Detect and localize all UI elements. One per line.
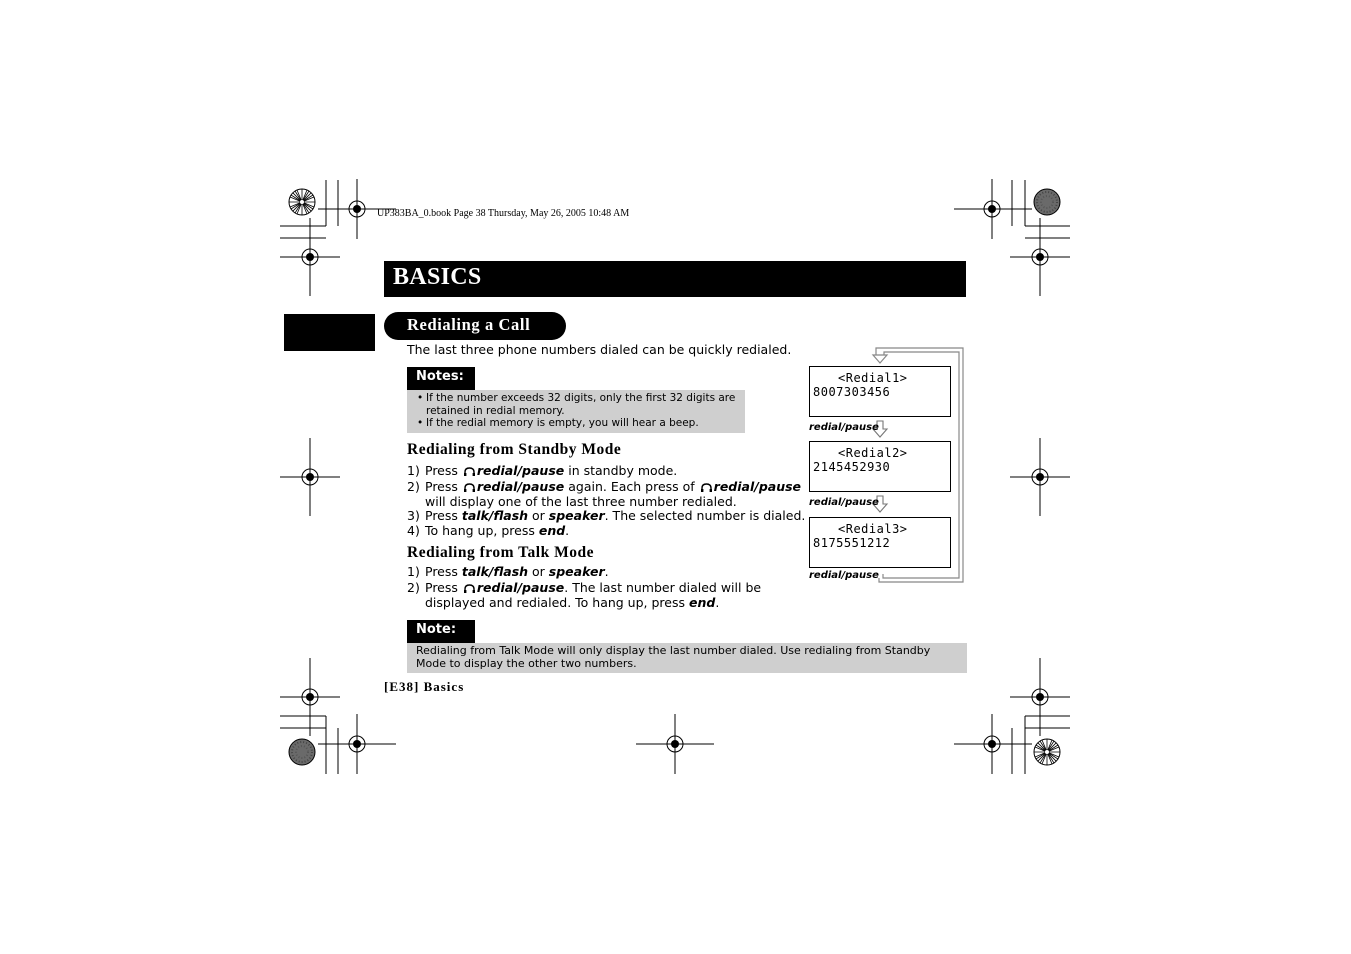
file-header: UP383BA_0.book Page 38 Thursday, May 26, 2005 10:48 AM	[377, 208, 630, 219]
step-text: Press	[425, 580, 462, 595]
step-text: Press	[425, 508, 462, 523]
step-text: Press	[425, 564, 462, 579]
step-text: again. Each press of	[564, 479, 699, 494]
step-number: 3)	[407, 508, 420, 523]
step-number: 2)	[407, 580, 420, 595]
step-text: Press	[425, 463, 462, 478]
key-name: redial/pause	[476, 580, 565, 595]
key-name: end	[688, 595, 716, 610]
notes-label: Notes:	[407, 367, 475, 390]
note-box: Redialing from Talk Mode will only display the last number dialed. Use redialing from Standby Mode to display the other two numbers.	[407, 643, 967, 673]
lcd-title: <Redial2>	[838, 446, 908, 460]
key-name: talk/flash	[461, 564, 529, 579]
redial-pause-label: redial/pause	[809, 570, 879, 581]
standby-mode-title: Redialing from Standby Mode	[407, 441, 622, 458]
step-number: 4)	[407, 523, 420, 538]
key-name: talk/flash	[461, 508, 529, 523]
topic-title: Redialing a Call	[407, 315, 531, 334]
note-item-line: retained in redial memory.	[426, 404, 565, 417]
talk-mode-title: Redialing from Talk Mode	[407, 544, 594, 561]
step-text: in standby mode.	[564, 463, 678, 478]
key-name: speaker	[548, 564, 605, 579]
step-text: .	[604, 564, 609, 579]
lcd-title: <Redial3>	[838, 522, 908, 536]
lcd-display	[809, 517, 951, 568]
note-label: Note:	[407, 620, 475, 643]
lcd-number: 8007303456	[813, 385, 891, 399]
step-number: 1)	[407, 463, 420, 478]
step-text: To hang up, press	[425, 523, 539, 538]
key-name: end	[538, 523, 566, 538]
step-number: 1)	[407, 564, 420, 579]
lcd-title: <Redial1>	[838, 371, 908, 385]
step-text: Press	[425, 479, 462, 494]
key-name: redial/pause	[476, 463, 565, 478]
step-text: . The last number dialed will be	[564, 580, 762, 595]
key-name: speaker	[548, 508, 605, 523]
note-item-line: • If the number exceeds 32 digits, only the first 32 digits are	[426, 392, 736, 404]
step-text: or	[528, 564, 549, 579]
step-text: . The selected number is dialed.	[604, 508, 806, 523]
redial-pause-label: redial/pause	[809, 422, 879, 433]
step-number: 2)	[407, 479, 420, 494]
lcd-number: 2145452930	[813, 460, 891, 474]
page-footer: [E38] Basics	[384, 679, 465, 694]
note-item-line: • If the redial memory is empty, you will hear a beep.	[426, 417, 699, 429]
lcd-display	[809, 366, 951, 417]
key-name: redial/pause	[476, 479, 565, 494]
step-text: .	[565, 523, 570, 538]
lcd-display	[809, 441, 951, 492]
key-name: redial/pause	[713, 479, 802, 494]
step-text: displayed and redialed. To hang up, press	[425, 595, 689, 610]
step-text: or	[528, 508, 549, 523]
redial-pause-label: redial/pause	[809, 497, 879, 508]
step-text: .	[715, 595, 720, 610]
step-text: will display one of the last three number redialed.	[425, 494, 737, 509]
intro-text: The last three phone numbers dialed can be quickly redialed.	[407, 342, 792, 357]
lcd-number: 8175551212	[813, 536, 891, 550]
section-title: BASICS	[393, 264, 482, 290]
